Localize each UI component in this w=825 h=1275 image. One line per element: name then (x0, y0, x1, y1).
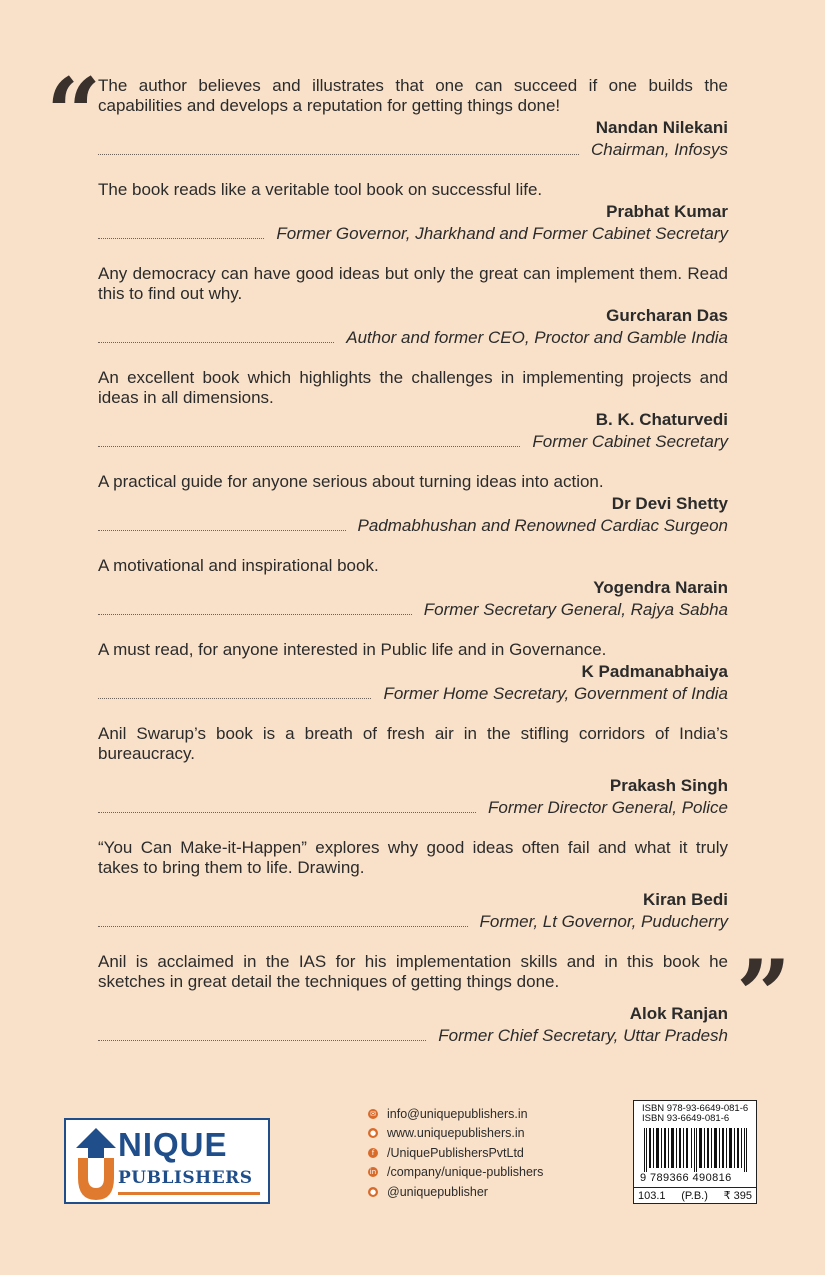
endorser-role: Former Director General, Police (488, 798, 728, 817)
publisher-contacts (368, 1104, 543, 1202)
isbn-barcode (633, 1100, 757, 1204)
dotted-leader (98, 237, 264, 239)
endorser-role-row (98, 598, 728, 620)
endorser-name: Prakash Singh (609, 776, 728, 795)
contact-text: /company/unique-publishers (387, 1165, 544, 1180)
endorser-role-row (98, 430, 728, 452)
endorser-name: Kiran Bedi (642, 890, 728, 909)
logo-underline (118, 1192, 260, 1195)
facebook-icon: f (368, 1148, 378, 1158)
dotted-leader (98, 445, 520, 447)
contact-website[interactable] (368, 1124, 543, 1144)
endorser-name: Nandan Nilekani (595, 118, 728, 137)
endorser-role: Former, Lt Governor, Puducherry (479, 912, 728, 931)
endorser-role: Padmabhushan and Renowned Cardiac Surgeon (357, 516, 728, 535)
endorser-role: Former Home Secretary, Government of India (383, 684, 728, 703)
endorsement-text: Anil is acclaimed in the IAS for his implementation skills and in this book he sketches in great detail the techniques of getting things done. (98, 952, 728, 991)
endorsement (98, 76, 728, 160)
web-icon: ● (369, 1129, 377, 1138)
endorser-role-row (98, 138, 728, 160)
endorser-role: Former Cabinet Secretary (532, 432, 728, 451)
contact-text: @uniquepublisher (387, 1184, 488, 1199)
dotted-leader (98, 529, 346, 531)
publisher-logo (64, 1118, 270, 1204)
endorsement (98, 368, 728, 452)
endorsement (98, 838, 728, 932)
endorsement-text: A motivational and inspirational book. (98, 556, 379, 575)
endorser-role-row (98, 1024, 728, 1046)
endorser-role-row (98, 514, 728, 536)
endorsement (98, 640, 728, 704)
logo-subtitle: PUBLISHERS (118, 1168, 253, 1188)
endorser-role: Former Secretary General, Rajya Sabha (423, 600, 728, 619)
endorser-role-row (98, 222, 728, 244)
endorsement-text: A practical guide for anyone serious about turning ideas into action. (98, 472, 604, 491)
contact-linkedin[interactable] (368, 1163, 543, 1183)
endorser-role: Chairman, Infosys (591, 140, 728, 159)
contact-text: /UniquePublishersPvtLtd (387, 1145, 524, 1160)
dotted-leader (98, 925, 468, 927)
contact-twitter[interactable] (368, 1182, 543, 1202)
u-arrow-logo-icon (74, 1128, 118, 1202)
price: ₹ 395 (723, 1190, 752, 1202)
endorsement-text: The author believes and illustrates that one can succeed if one builds the capabilities and develops a reputation for getting things done! (98, 76, 728, 115)
endorser-role: Author and former CEO, Proctor and Gamble India (346, 328, 728, 347)
dotted-leader (98, 811, 476, 813)
category-code: 103.1 (638, 1190, 666, 1202)
endorser-role-row (98, 326, 728, 348)
contact-text: info@uniquepublishers.in (387, 1106, 528, 1121)
dotted-leader (98, 153, 579, 155)
endorser-name: B. K. Chaturvedi (595, 410, 728, 429)
binding-format: (P.B.) (681, 1190, 708, 1202)
contact-text: www.uniquepublishers.in (387, 1126, 525, 1141)
endorsement-text: Any democracy can have good ideas but only the great can implement them. Read this to find out why. (98, 264, 728, 303)
endorser-role-row (98, 910, 728, 932)
barcode-bars-icon (642, 1128, 750, 1172)
endorser-name: Prabhat Kumar (606, 202, 728, 221)
dotted-leader (98, 613, 412, 615)
endorsement-text: An excellent book which highlights the challenges in implementing projects and ideas in all dimensions. (98, 368, 728, 407)
endorsement (98, 264, 728, 348)
endorser-name: Gurcharan Das (606, 306, 728, 325)
linkedin-icon: in (369, 1168, 377, 1177)
endorser-role-row (98, 682, 728, 704)
isbn-digits: 9 789366 490816 (640, 1172, 732, 1184)
email-icon: ✉ (368, 1109, 378, 1119)
isbn-13: ISBN 978-93-6649-081-6 (642, 1103, 749, 1114)
twitter-icon: ● (369, 1187, 377, 1196)
endorsement-text: “You Can Make-it-Happen” explores why good ideas often fail and what it truly takes to bring them to life. Drawing. (98, 838, 728, 877)
endorser-role: Former Governor, Jharkhand and Former Cabinet Secretary (276, 224, 728, 243)
endorsement (98, 180, 728, 244)
endorsement (98, 724, 728, 818)
price-row (634, 1187, 756, 1203)
endorser-role-row (98, 796, 728, 818)
endorsement (98, 556, 728, 620)
endorsement-text: A must read, for anyone interested in Public life and in Governance. (98, 640, 607, 659)
endorser-name: Yogendra Narain (593, 578, 728, 597)
contact-facebook[interactable] (368, 1143, 543, 1163)
endorser-role: Former Chief Secretary, Uttar Pradesh (438, 1026, 728, 1045)
dotted-leader (98, 697, 371, 699)
endorsement-text: The book reads like a veritable tool book on successful life. (98, 180, 543, 199)
isbn-10: ISBN 93-6649-081-6 (642, 1113, 730, 1124)
closing-quote-mark: ” (736, 939, 792, 1052)
contact-email[interactable] (368, 1104, 543, 1124)
dotted-leader (98, 1039, 426, 1041)
endorsement (98, 472, 728, 536)
endorser-name: K Padmanabhaiya (581, 662, 728, 681)
dotted-leader (98, 341, 334, 343)
endorser-name: Dr Devi Shetty (611, 494, 728, 513)
endorsement (98, 952, 728, 1046)
endorsements-list (98, 76, 728, 1066)
endorsement-text: Anil Swarup’s book is a breath of fresh air in the stifling corridors of India’s bureaucracy. (98, 724, 728, 763)
logo-wordmark: NIQUE (118, 1126, 228, 1163)
endorser-name: Alok Ranjan (629, 1004, 728, 1023)
opening-quote-mark: “ (46, 57, 102, 170)
